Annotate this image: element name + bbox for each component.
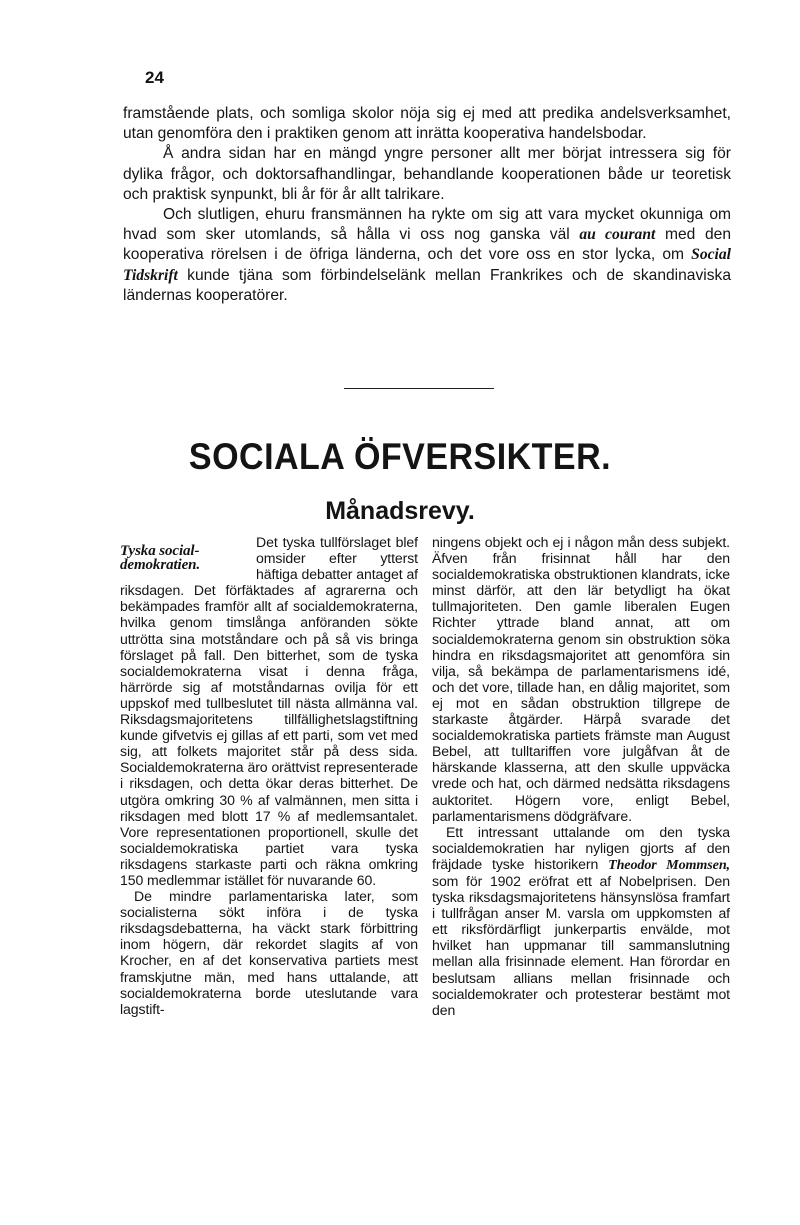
right-column	[432, 534, 730, 1018]
intro-paragraph-1: framstående plats, och somliga skolor nöja sig ej med att predika andelsverksamhet, utan genomföra den i praktiken genom att inrätta kooperativa handelsbodar.	[123, 105, 731, 143]
intro-p3-part-c: kunde tjäna som förbindelselänk mellan Frankrikes och de skandinaviska ländernas kooperatörer.	[123, 266, 731, 304]
intro-p3-italic-au-courant: au courant	[579, 226, 656, 244]
left-paragraph-1: Det tyska tullförslaget blef omsider efter ytterst häftiga debatter antaget af riksdagen. Det förfäktades af agrarerna och bekämpades framför allt af socialdemokraterna, hvilka genom timslånga anföranden sökte uttrötta sina motståndare och på så vis bringa förslaget på fall. Den bitterhet, som de tyska socialdemokraterna visat i denna fråga, härrörde sig af motståndarnas ovilja för ett uppskof med tullbeslutet till nästa allmänna val. Riksdagsmajoritetens tillfällighetslagstiftning kunde gifvetvis ej gillas af ett parti, som vet med sig, att folkets majoritet står på dess sida. Socialdemokraterna äro orättvist representerade i riksdagen, och detta ökar deras bitterhet. De utgöra omkring 30 % af valmännen, men sitta i riksdagen med blott 17 % af medlemsantalet. Vore representationen proportionell, skulle det socialdemokratiska partiet vara tyska riksdagens starkaste parti och räkna omkring 150 medlemmar istället för nuvarande 60.	[120, 534, 418, 888]
section-subtitle: Månadsrevy.	[325, 497, 475, 525]
intro-p3-part-b: med den kooperativa rörelsen i de öfriga länderna, och det vore oss en stor lycka, om	[123, 226, 731, 264]
section-title: SOCIALA ÖFVERSIKTER.	[188, 436, 612, 477]
intro-paragraph-2: Å andra sidan har en mängd yngre personer allt mer börjat intressera sig för dylika frågor, och doktorsafhandlingar, behandlande kooperationen både ur teoretisk och praktisk synpunkt, bli år för år allt talrikare.	[123, 145, 731, 203]
intro-p3-italic-social-tidskrift: Social Tidskrift	[123, 246, 731, 284]
intro-text	[123, 104, 731, 306]
right-p2-part-b: som för 1902 eröfrat ett af Nobelprisen. Den tyska riksdagsmajoritetens hänsynslösa framfart i tullfrågan anser M. varsla om uppkomsten af ett riksfördärfligt junkerpartis envälde, mot hvilket han uppmanar till sammanslutning mellan alla frisinnade element. Han förordar en beslutsam allians mellan frisinnade och socialdemokrater och protesterar bestämt mot den	[432, 872, 730, 1018]
left-paragraph-2: De mindre parlamentariska later, som socialisterna sökt införa i de tyska riksdagsdebatterna, ha väckt stark förbittring inom högern, där rekordet slagits af von Krocher, en af det konservativa partiets mest framskjutne män, med hans uttalande, att socialdemokraterna borde uteslutande vara lagstift-	[120, 888, 418, 1017]
right-paragraph-2	[432, 824, 730, 1018]
right-p2-italic-name: Theodor Mommsen,	[608, 856, 730, 873]
intro-paragraph-3	[123, 205, 731, 306]
right-paragraph-1: ningens objekt och ej i någon mån dess subjekt. Äfven från frisinnat håll har den socialdemokratiska obstruktionen klandrats, icke minst därför, att den lär betydligt ha ökat tullmajoriteten. Den gamle liberalen Eugen Richter yttrade bland annat, att om socialdemokraterna genom sin obstruktion söka hindra en riksdagsmajoritet att genomföra sin vilja, så bekämpa de parlamentarismens idé, och det vore, tillade han, en dålig majoritet, som ej mot en sådan obstruktion tillgrepe de starkaste åtgärder. Härpå svarade det socialdemokratiska partiets främste man August Bebel, att tulltariffen vore julgåfvan åt de härskande klasserna, att den skulle uppväcka vrede och hat, och därmed nedsätta riksdagens auktoritet. Högern vore, enligt Bebel, parlamentarismens dödgräfvare.	[432, 534, 730, 824]
right-p2-part-a: Ett intressant uttalande om den tyska socialdemokratien har nyligen gjorts af den fräjdade tyske historikern	[432, 823, 730, 872]
intro-p3-part-a: Och slutligen, ehuru fransmännen ha rykte om sig att vara mycket okunniga om hvad som sker utomlands, så hålla vi oss nog ganska väl	[123, 206, 731, 244]
section-divider	[344, 388, 494, 389]
side-heading: Tyska social-demokratien.	[120, 543, 201, 573]
left-column	[120, 534, 418, 1017]
page-number: 24	[145, 68, 164, 87]
